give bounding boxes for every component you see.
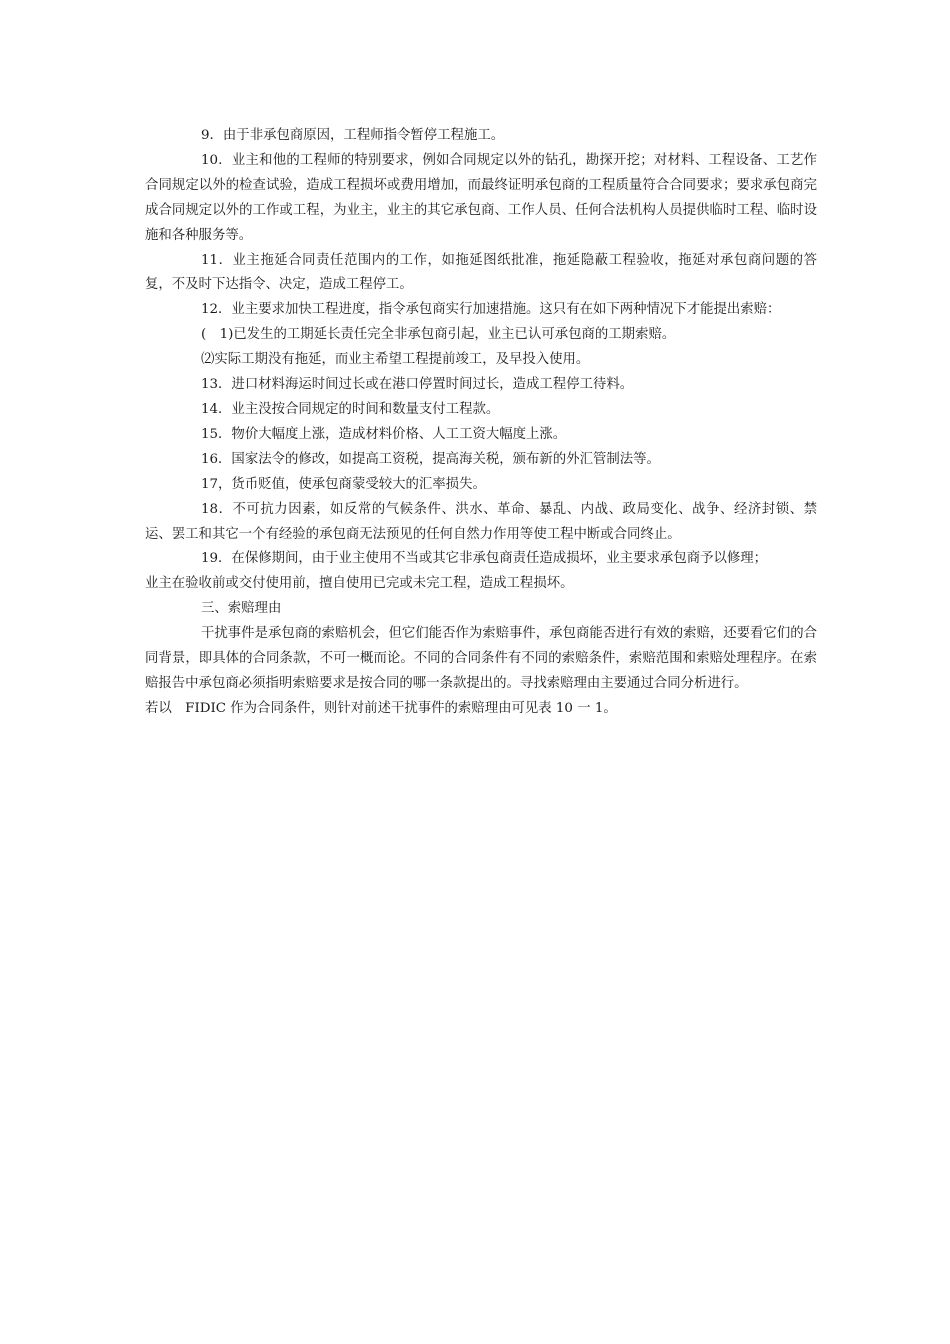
list-item-10: 10．业主和他的工程师的特别要求，例如合同规定以外的钻孔，勘探开挖；对材料、工程设备、工艺作合同规定以外的检查试验，造成工程损坏或费用增加，而最终证明承包商的工程质量符合合同要求；要求承包商完成合同规定以外的工作或工程，为业主，业主的其它承包商、工作人员、任何合法机构人员提供临时工程、临时设施和各种服务等。 bbox=[145, 152, 817, 243]
closing-line: 若以 FIDIC 作为合同条件，则针对前述干扰事件的索赔理由可见表 10 一 1。 bbox=[145, 700, 617, 716]
list-item-12-sub-2: ⑵实际工期没有拖延，而业主希望工程提前竣工，及早投入使用。 bbox=[201, 352, 590, 368]
list-item-12: 12．业主要求加快工程进度，指令承包商实行加速措施。这只有在如下两种情况下才能提出索赔： bbox=[201, 302, 781, 318]
list-item-16: 16．国家法令的修改，如提高工资税，提高海关税，颁布新的外汇管制法等。 bbox=[201, 451, 660, 467]
list-item-14: 14．业主没按合同规定的时间和数量支付工程款。 bbox=[201, 401, 500, 417]
list-item-18: 18．不可抗力因素，如反常的气候条件、洪水、革命、暴乱、内战、政局变化、战争、经济封锁、禁运、罢工和其它一个有经验的承包商无法预见的任何自然力作用等使工程中断或合同终止。 bbox=[145, 501, 817, 542]
list-item-12-sub-1: ( 1)已发生的工期延长责任完全非承包商引起，业主已认可承包商的工期索赔。 bbox=[201, 327, 676, 343]
list-item-17: 17，货币贬值，使承包商蒙受较大的汇率损失。 bbox=[201, 476, 486, 492]
list-item-9: 9．由于非承包商原因，工程师指令暂停工程施工。 bbox=[201, 128, 505, 143]
list-item-19-continuation: 业主在验收前或交付使用前，擅自使用已完或未完工程，造成工程损坏。 bbox=[145, 576, 574, 592]
list-item-19: 19．在保修期间，由于业主使用不当或其它非承包商责任造成损坏，业主要求承包商予以修理； bbox=[201, 551, 768, 567]
list-item-11: 11．业主拖延合同责任范围内的工作，如拖延图纸批准，拖延隐蔽工程验收，拖延对承包商问题的答复，不及时下达指令、决定，造成工程停工。 bbox=[145, 252, 817, 293]
list-item-13: 13．进口材料海运时间过长或在港口停置时间过长，造成工程停工待料。 bbox=[201, 377, 634, 393]
list-item-15: 15．物价大幅度上涨，造成材料价格、人工工资大幅度上涨。 bbox=[201, 426, 567, 442]
section-heading: 三、索赔理由 bbox=[201, 601, 282, 617]
document-body bbox=[145, 124, 817, 722]
body-paragraph: 干扰事件是承包商的索赔机会，但它们能否作为索赔事件，承包商能否进行有效的索赔，还要看它们的合同背景，即具体的合同条款，不可一概而论。不同的合同条件有不同的索赔条件，索赔范围和索赔处理程序。在索赔报告中承包商必须指明索赔要求是按合同的哪一条款提出的。寻找索赔理由主要通过合同分析进行。 bbox=[145, 626, 817, 691]
